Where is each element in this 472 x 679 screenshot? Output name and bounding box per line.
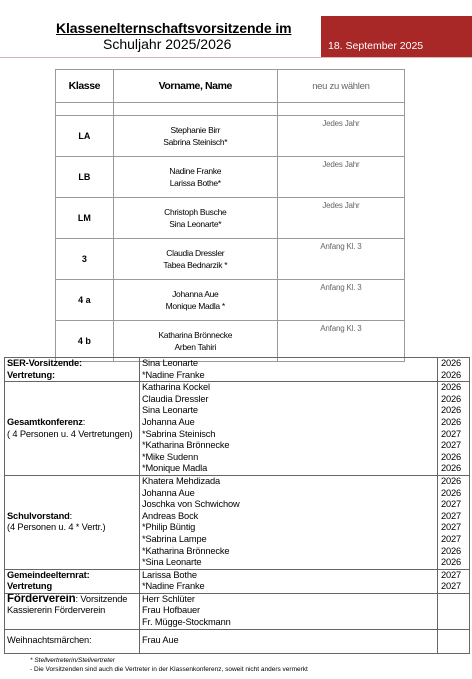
weihnachtsmaerchen-names: [140, 629, 438, 653]
gesamtkonferenz-names: [140, 382, 438, 476]
date-banner: [321, 16, 472, 57]
klasse-cell: LB: [56, 157, 114, 198]
gesamtkonferenz-colon: :: [82, 416, 86, 427]
name-cell: [113, 116, 277, 157]
term-year: 2026: [441, 416, 462, 427]
header-neu: neu zu wählen: [277, 70, 404, 103]
term-year: 2026: [441, 451, 462, 462]
footnote-chairs: - Die Vorsitzenden sind auch die Vertreter in der Klassenkonferenz, soweit nicht anders vermerkt: [30, 666, 308, 673]
member-name: Larissa Bothe: [142, 569, 197, 580]
schulvorstand-names: [140, 475, 438, 569]
gemeindeelternrat-deputy-label: Vertretung: [7, 581, 52, 592]
name-cell: [113, 280, 277, 321]
table-row: [56, 198, 405, 239]
school-year: Schuljahr 2025/2026: [103, 36, 232, 52]
member-name: Joschka von Schwichow: [142, 499, 240, 510]
member-name: Sina Leonarte: [142, 358, 198, 368]
weihnachtsmaerchen-label: Weihnachtsmärchen:: [5, 629, 140, 653]
schulvorstand-row: [5, 475, 470, 569]
term-year: 2026: [441, 475, 462, 486]
name-cell: [113, 198, 277, 239]
schulvorstand-label: [5, 475, 140, 569]
term-year: 2027: [441, 522, 462, 533]
foerderverein-years: [438, 593, 470, 629]
gesamtkonferenz-row: [5, 382, 470, 476]
term-year: 2027: [441, 510, 462, 521]
schulvorstand-colon: :: [69, 510, 73, 521]
ser-deputy-label: Vertretung:: [7, 369, 55, 380]
table-row: [56, 239, 405, 280]
member-name: Herr Schlüter: [142, 593, 195, 604]
member-name: Claudia Dressler: [142, 393, 209, 404]
klasse-cell: 3: [56, 239, 114, 280]
gesamtkonferenz-note: ( 4 Personen u. 4 Vertretungen): [7, 428, 133, 439]
gemeindeelternrat-years: [438, 569, 470, 593]
ser-label: [5, 358, 140, 382]
spacer-row: [56, 103, 405, 116]
member-name: Sina Leonarte: [142, 405, 198, 416]
gesamtkonferenz-title: Gesamtkonferenz: [7, 416, 83, 427]
foerderverein-title: Förderverein: [7, 593, 76, 605]
member-name: *Philip Büntig: [142, 522, 196, 533]
election-cell: Jedes Jahr: [277, 157, 404, 198]
klasse-cell: LM: [56, 198, 114, 239]
table-row: [56, 280, 405, 321]
member-name: Frau Aue: [142, 635, 179, 646]
klasse-cell: 4 a: [56, 280, 114, 321]
klasse-cell: 4 b: [56, 321, 114, 362]
term-year: 2027: [441, 499, 462, 510]
ser-chair-label: SER-Vorsitzende:: [7, 358, 82, 368]
gemeindeelternrat-title: Gemeindeelternrat:: [7, 569, 90, 580]
term-year: 2027: [441, 428, 462, 439]
class-table-header: [56, 70, 405, 103]
term-year: 2026: [441, 405, 462, 416]
name-primary: Christoph Busche: [164, 207, 227, 217]
ser-row: [5, 358, 470, 382]
term-year: 2027: [441, 533, 462, 544]
member-name: Andreas Bock: [142, 510, 199, 521]
gemeindeelternrat-names: [140, 569, 438, 593]
ser-years: [438, 358, 470, 382]
ser-names: [140, 358, 438, 382]
term-year: 2027: [441, 581, 462, 592]
member-name: *Katharina Brönnecke: [142, 545, 230, 556]
member-name: *Monique Madla: [142, 463, 208, 474]
schulvorstand-note: (4 Personen u. 4 * Vertr.): [7, 522, 106, 533]
name-cell: [113, 157, 277, 198]
name-primary: Nadine Franke: [169, 166, 222, 176]
weihnachtsmaerchen-years: [438, 629, 470, 653]
name-deputy: Arben Tahiri: [174, 342, 217, 352]
header-name: Vorname, Name: [113, 70, 277, 103]
name-primary: Katharina Brönnecke: [158, 330, 233, 340]
table-row: [56, 321, 405, 362]
term-year: 2027: [441, 569, 462, 580]
term-year: 2027: [441, 440, 462, 451]
term-year: 2026: [441, 369, 462, 380]
member-name: *Nadine Franke: [142, 369, 205, 380]
gemeindeelternrat-label: [5, 569, 140, 593]
name-primary: Stephanie Birr: [170, 125, 221, 135]
foerderverein-names: [140, 593, 438, 629]
member-name: Katharina Kockel: [142, 382, 210, 393]
member-name: Khatera Mehdizada: [142, 475, 221, 486]
document-title: Klassenelternschaftsvorsitzende im: [56, 20, 292, 36]
election-cell: Anfang Kl. 3: [277, 280, 404, 321]
election-cell: Anfang Kl. 3: [277, 239, 404, 280]
class-table: [55, 69, 405, 362]
member-name: *Sina Leonarte: [142, 557, 202, 568]
foerderverein-treasurer-label: Kassiererin Förderverein: [7, 605, 106, 616]
election-cell: Anfang Kl. 3: [277, 321, 404, 362]
gesamtkonferenz-years: [438, 382, 470, 476]
term-year: 2026: [441, 545, 462, 556]
assignment-table: [4, 357, 470, 654]
name-primary: Johanna Aue: [172, 289, 219, 299]
klasse-cell: LA: [56, 116, 114, 157]
gemeindeelternrat-row: [5, 569, 470, 593]
term-year: 2026: [441, 557, 462, 568]
weihnachtsmaerchen-row: [5, 629, 470, 653]
member-name: *Nadine Franke: [142, 581, 205, 592]
header-rule: [0, 57, 472, 58]
name-deputy: Sina Leonarte*: [169, 219, 222, 229]
header-klasse: Klasse: [56, 70, 114, 103]
name-deputy: Sabrina Steinisch*: [163, 137, 228, 147]
term-year: 2026: [441, 487, 462, 498]
name-cell: [113, 239, 277, 280]
name-deputy: Larissa Bothe*: [169, 178, 221, 188]
term-year: 2026: [441, 358, 462, 368]
foerderverein-label: [5, 593, 140, 629]
member-name: Johanna Aue: [142, 487, 195, 498]
schulvorstand-title: Schulvorstand: [7, 510, 70, 521]
member-name: Johanna Aue: [142, 416, 195, 427]
member-name: *Katharina Brönnecke: [142, 440, 230, 451]
table-row: [56, 157, 405, 198]
member-name: Frau Hofbauer: [142, 605, 200, 616]
term-year: 2026: [441, 463, 462, 474]
term-year: 2026: [441, 393, 462, 404]
term-year: 2026: [441, 382, 462, 393]
member-name: *Sabrina Steinisch: [142, 428, 216, 439]
foerderverein-role: : Vorsitzende: [75, 593, 128, 604]
footnote-deputy: * Stellvertreterin/Stellvertreter: [30, 657, 115, 664]
gesamtkonferenz-label: [5, 382, 140, 476]
member-name: *Sabrina Lampe: [142, 533, 207, 544]
election-cell: Jedes Jahr: [277, 116, 404, 157]
name-deputy: Tabea Bednarzik *: [163, 260, 228, 270]
date-label: 18. September 2025: [328, 40, 424, 52]
member-name: *Mike Sudenn: [142, 451, 199, 462]
name-deputy: Monique Madla *: [165, 301, 225, 311]
foerderverein-row: [5, 593, 470, 629]
table-row: [56, 116, 405, 157]
name-primary: Claudia Dressler: [166, 248, 225, 258]
schulvorstand-years: [438, 475, 470, 569]
name-cell: [113, 321, 277, 362]
member-name: Fr. Mügge-Stockmann: [142, 617, 231, 628]
election-cell: Jedes Jahr: [277, 198, 404, 239]
